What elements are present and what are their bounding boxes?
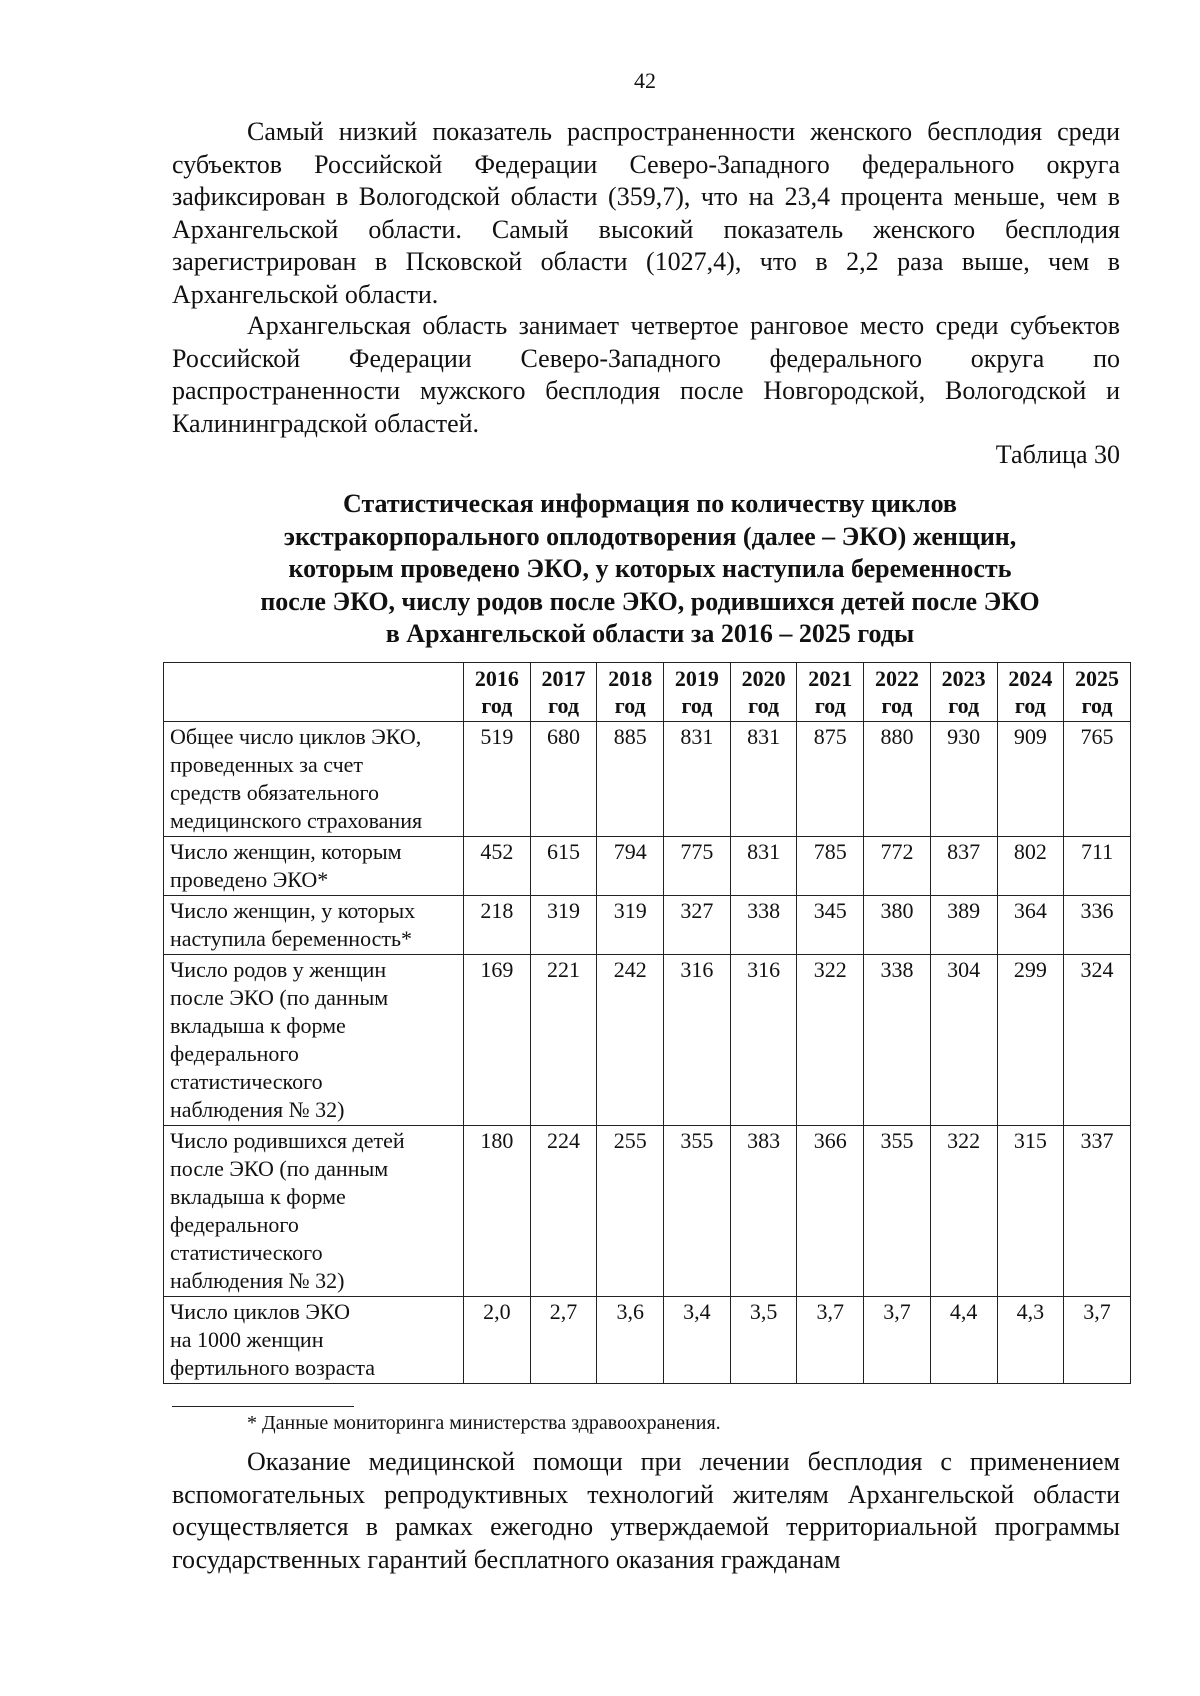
row-label xyxy=(164,1126,464,1297)
year-label: 2024 xyxy=(1008,666,1053,691)
row-label-line: наступила беременность* xyxy=(170,926,413,951)
table-cell-2020: 831 xyxy=(730,722,797,837)
table-cell-2018: 794 xyxy=(597,837,664,896)
table-header-empty xyxy=(164,663,464,722)
table-header-year-2024 xyxy=(997,663,1064,722)
row-label xyxy=(164,837,464,896)
row-label-line: на 1000 женщин xyxy=(170,1327,324,1352)
year-unit-label: год xyxy=(881,693,913,718)
table-cell-2025: 711 xyxy=(1064,837,1131,896)
table-cell-2017: 615 xyxy=(530,837,597,896)
row-label xyxy=(164,1297,464,1384)
year-label: 2019 xyxy=(674,666,719,691)
row-label-line: Число женщин, которым xyxy=(170,839,402,864)
table-cell-2019: 3,4 xyxy=(664,1297,731,1384)
row-label xyxy=(164,896,464,955)
table-cell-2025: 324 xyxy=(1064,955,1131,1126)
table-title xyxy=(160,488,1140,651)
year-unit-label: год xyxy=(1081,693,1113,718)
year-unit-label: год xyxy=(948,693,980,718)
table-header-year-2019 xyxy=(664,663,731,722)
table-title-line: которым проведено ЭКО, у которых наступила беременность xyxy=(288,554,1012,583)
year-label: 2018 xyxy=(608,666,653,691)
year-label: 2023 xyxy=(941,666,986,691)
year-label: 2025 xyxy=(1075,666,1120,691)
row-label-line: Число циклов ЭКО xyxy=(170,1299,350,1324)
row-label-line: фертильного возраста xyxy=(170,1355,375,1380)
table-cell-2018: 255 xyxy=(597,1126,664,1297)
year-label: 2020 xyxy=(741,666,786,691)
row-label-line: федерального xyxy=(170,1041,299,1066)
row-label-line: статистического xyxy=(170,1069,323,1094)
table-cell-2018: 885 xyxy=(597,722,664,837)
table-cell-2019: 831 xyxy=(664,722,731,837)
table-cell-2021: 875 xyxy=(797,722,864,837)
row-label-line: Число женщин, у которых xyxy=(170,898,416,923)
table-row xyxy=(164,955,1131,1126)
table-cell-2023: 930 xyxy=(930,722,997,837)
table-cell-2024: 802 xyxy=(997,837,1064,896)
table-cell-2018: 242 xyxy=(597,955,664,1126)
table-cell-2024: 4,3 xyxy=(997,1297,1064,1384)
table-cell-2016: 519 xyxy=(464,722,531,837)
table-row xyxy=(164,1126,1131,1297)
table-cell-2024: 364 xyxy=(997,896,1064,955)
ivf-statistics-table xyxy=(163,662,1131,1384)
table-cell-2019: 775 xyxy=(664,837,731,896)
table-cell-2017: 221 xyxy=(530,955,597,1126)
table-header-row xyxy=(164,663,1131,722)
row-label-line: Число родившихся детей xyxy=(170,1128,405,1153)
table-cell-2021: 366 xyxy=(797,1126,864,1297)
table-number: Таблица 30 xyxy=(995,440,1120,469)
table-row xyxy=(164,896,1131,955)
table-cell-2016: 169 xyxy=(464,955,531,1126)
year-unit-label: год xyxy=(481,693,513,718)
table-cell-2024: 315 xyxy=(997,1126,1064,1297)
year-unit-label: год xyxy=(814,693,846,718)
table-cell-2017: 319 xyxy=(530,896,597,955)
table-cell-2022: 880 xyxy=(864,722,931,837)
table-cell-2020: 316 xyxy=(730,955,797,1126)
year-unit-label: год xyxy=(1014,693,1046,718)
row-label-line: наблюдения № 32) xyxy=(170,1097,345,1122)
table-header-year-2018 xyxy=(597,663,664,722)
table-row xyxy=(164,837,1131,896)
table-cell-2016: 2,0 xyxy=(464,1297,531,1384)
table-header-year-2022 xyxy=(864,663,931,722)
row-label-line: федерального xyxy=(170,1212,299,1237)
table-cell-2020: 383 xyxy=(730,1126,797,1297)
row-label-line: Число родов у женщин xyxy=(170,957,387,982)
year-unit-label: год xyxy=(681,693,713,718)
table-cell-2023: 837 xyxy=(930,837,997,896)
table-header-year-2025 xyxy=(1064,663,1131,722)
table-cell-2023: 322 xyxy=(930,1126,997,1297)
table-cell-2019: 316 xyxy=(664,955,731,1126)
table-cell-2017: 680 xyxy=(530,722,597,837)
table-cell-2025: 336 xyxy=(1064,896,1131,955)
table-cell-2023: 4,4 xyxy=(930,1297,997,1384)
row-label-line: проведено ЭКО* xyxy=(170,867,329,892)
row-label-line: вкладыша к форме xyxy=(170,1184,346,1209)
row-label-line: наблюдения № 32) xyxy=(170,1268,345,1293)
table-cell-2024: 909 xyxy=(997,722,1064,837)
table-cell-2023: 304 xyxy=(930,955,997,1126)
table-cell-2022: 380 xyxy=(864,896,931,955)
row-label-line: вкладыша к форме xyxy=(170,1013,346,1038)
table-cell-2020: 338 xyxy=(730,896,797,955)
row-label-line: статистического xyxy=(170,1240,323,1265)
table-cell-2022: 338 xyxy=(864,955,931,1126)
year-unit-label: год xyxy=(548,693,579,718)
table-header-year-2016 xyxy=(464,663,531,722)
year-unit-label: год xyxy=(748,693,780,718)
table-cell-2020: 831 xyxy=(730,837,797,896)
row-label xyxy=(164,722,464,837)
table-cell-2022: 355 xyxy=(864,1126,931,1297)
table-cell-2025: 3,7 xyxy=(1064,1297,1131,1384)
year-unit-label: год xyxy=(614,693,646,718)
table-header-year-2017 xyxy=(530,663,597,722)
row-label-line: после ЭКО (по данным xyxy=(170,1156,389,1181)
table-header-year-2023 xyxy=(930,663,997,722)
table-cell-2017: 2,7 xyxy=(530,1297,597,1384)
table-title-line: в Архангельской области за 2016 – 2025 годы xyxy=(385,619,915,648)
table-row xyxy=(164,722,1131,837)
table-title-line: Статистическая информация по количеству циклов xyxy=(343,489,957,518)
page-number: 42 xyxy=(634,68,656,93)
table-cell-2018: 319 xyxy=(597,896,664,955)
footnote-rule xyxy=(172,1406,354,1407)
table-cell-2021: 3,7 xyxy=(797,1297,864,1384)
table-cell-2024: 299 xyxy=(997,955,1064,1126)
year-label: 2017 xyxy=(541,666,586,691)
table-title-line: после ЭКО, числу родов после ЭКО, родившихся детей после ЭКО xyxy=(260,586,1040,616)
table-cell-2020: 3,5 xyxy=(730,1297,797,1384)
table-cell-2016: 180 xyxy=(464,1126,531,1297)
year-label: 2016 xyxy=(474,666,519,691)
year-label: 2022 xyxy=(874,666,919,691)
table-cell-2023: 389 xyxy=(930,896,997,955)
table-cell-2025: 337 xyxy=(1064,1126,1131,1297)
table-cell-2022: 3,7 xyxy=(864,1297,931,1384)
table-cell-2019: 355 xyxy=(664,1126,731,1297)
table-cell-2021: 345 xyxy=(797,896,864,955)
paragraph-assisted-reproduction: Оказание медицинской помощи при лечении бесплодия с применением вспомогательных репродуктивных технологий жителям Архангельской области осуществляется в рамках ежегодно утверждаемой территориальной программы государственных гарантий бесплатного оказания гражданам xyxy=(172,1447,1120,1574)
row-label-line: медицинского страхования xyxy=(170,808,423,833)
year-label: 2021 xyxy=(808,666,853,691)
table-title-line: экстракорпорального оплодотворения (далее – ЭКО) женщин, xyxy=(283,521,1017,551)
table-cell-2016: 218 xyxy=(464,896,531,955)
table-row xyxy=(164,1297,1131,1384)
row-label-line: после ЭКО (по данным xyxy=(170,985,389,1010)
row-label xyxy=(164,955,464,1126)
row-label-line: средств обязательного xyxy=(170,780,379,805)
footnote: * Данные мониторинга министерства здравоохранения. xyxy=(247,1412,721,1434)
table-cell-2021: 322 xyxy=(797,955,864,1126)
table-cell-2019: 327 xyxy=(664,896,731,955)
row-label-line: проведенных за счет xyxy=(170,752,364,777)
paragraph-infertility-male: Архангельская область занимает четвертое ранговое место среди субъектов Российской Федерации Северо-Западного федерального округа по распространенности мужского бесплодия после Новгородской, Вологодской и Калининградской областей. xyxy=(172,311,1120,438)
table-cell-2022: 772 xyxy=(864,837,931,896)
table-cell-2017: 224 xyxy=(530,1126,597,1297)
table-cell-2025: 765 xyxy=(1064,722,1131,837)
paragraph-infertility-female: Самый низкий показатель распространенности женского бесплодия среди субъектов Российской Федерации Северо-Западного федерального округа зафиксирован в Вологодской области (359,7), что на 23,4 процента меньше, чем в Архангельской области. Самый высокий показатель женского бесплодия зарегистрирован в Псковской области (1027,4), что в 2,2 раза выше, чем в Архангельской области. xyxy=(172,117,1120,309)
table-cell-2021: 785 xyxy=(797,837,864,896)
table-header-year-2020 xyxy=(730,663,797,722)
row-label-line: Общее число циклов ЭКО, xyxy=(170,724,422,749)
table-header-year-2021 xyxy=(797,663,864,722)
table-cell-2016: 452 xyxy=(464,837,531,896)
table-cell-2018: 3,6 xyxy=(597,1297,664,1384)
